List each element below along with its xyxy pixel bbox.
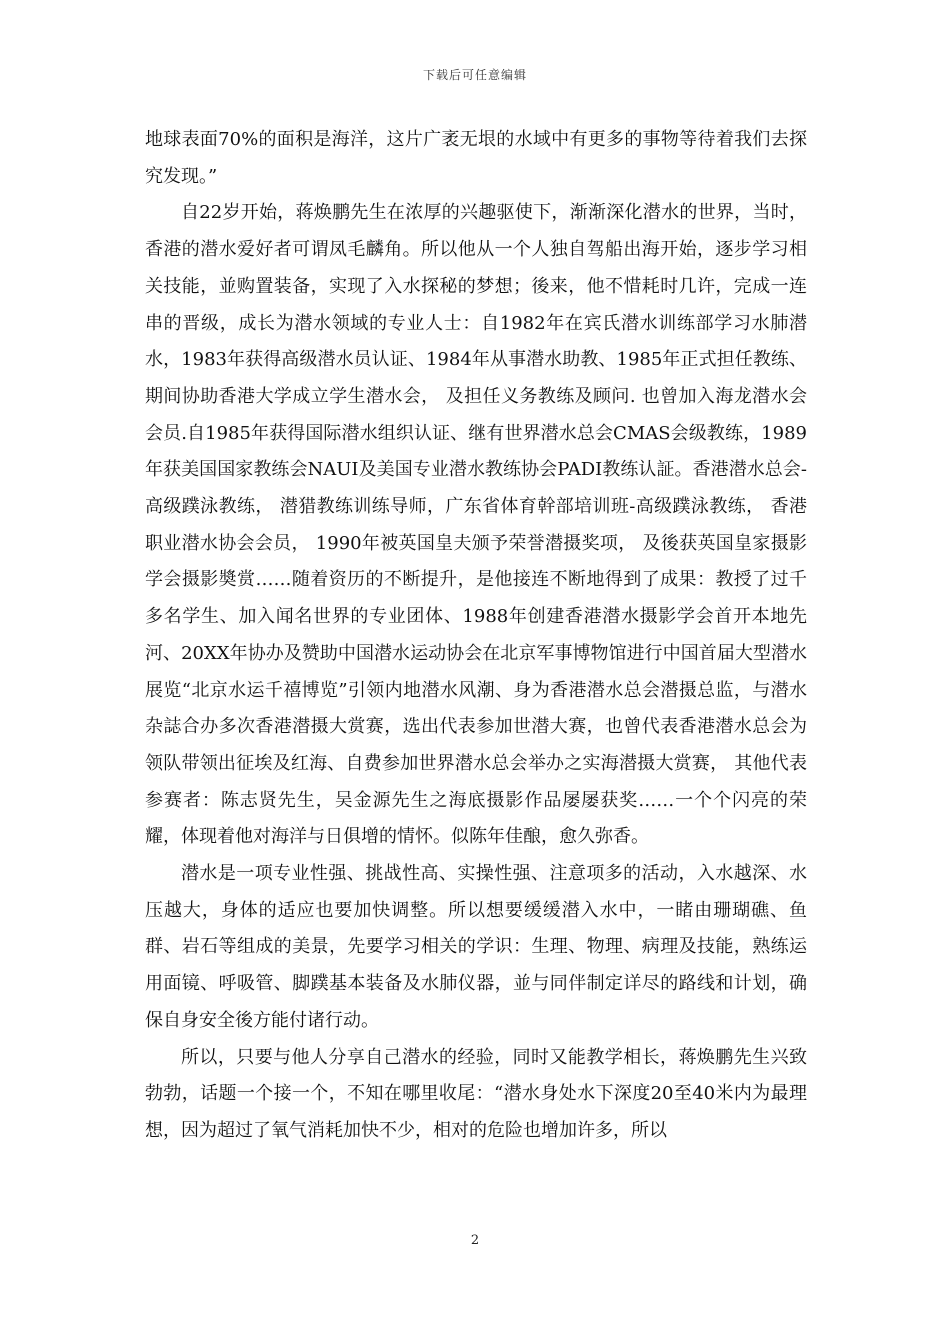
page-number: 2 xyxy=(470,1233,480,1248)
paragraph-2: 自22岁开始，蒋焕鹏先生在浓厚的兴趣驱使下，渐渐深化潜水的世界，当时，香港的潜水爱好者可谓凤毛麟角。所以他从一个人独自驾船出海开始，逐步学习相关技能，並购置装备，实现了入水探秘的梦想；後来，他不惜耗时几许，完成一连串的晋级，成长为潜水领域的专业人士：自1982年在宾氏潜水训练部学习水肺潜水，1983年获得高级潜水员认证、1984年从事潜水助教、1985年正式担任教练、期间协助香港大学成立学生潜水会， 及担任义务教练及顾问. 也曾加入海龙潜水会会员.自1985年获得国际潜水组织认证、继有世界潜水总会CMAS会级教练，1989年获美国国家教练会NAUI及美国专业潜水教练协会PADI教练认証。香港潜水总会-高级蹼泳教练， 潜猎教练训练导师，广东省体育幹部培训班-高级蹼泳教练， 香港职业潜水协会会员， 1990年被英国皇夫颁予荣誉潜摄奖项， 及後获英国皇家摄影学会摄影奬赏……随着资历的不断提升，是他接连不断地得到了成果：教授了过千多名学生、加入闻名世界的专业团体、1988年创建香港潜水摄影学会首开本地先河、20XX年协办及赞助中国潜水运动协会在北京军事博物馆进行中国首届大型潜水展览“北京水运千禧博览”引领内地潜水风潮、身为香港潜水总会潜摄总监，与潜水杂誌合办多次香港潜摄大赏赛，选出代表参加世潜大赛，也曾代表香港潜水总会为领队带领出征埃及红海、自费参加世界潜水总会举办之实海潜摄大赏赛， 其他代表参赛者：陈志贤先生，吴金源先生之海底摄影作品屡屡获奖……一个个闪亮的荣耀，体现着他对海洋与日俱增的情怀。似陈年佳酿，愈久弥香。 xyxy=(145,202,807,848)
paragraph-1: 地球表面70%的面积是海洋，这片广袤无垠的水域中有更多的事物等待着我们去探究发现。” xyxy=(145,129,807,187)
paragraph-4: 所以，只要与他人分享自己潜水的经验，同时又能教学相长，蒋焕鹏先生兴致勃勃，话题一个接一个，不知在哪里收尾：“潜水身处水下深度20至40米内为最理想，因为超过了氧气消耗加快不少，相对的危险也增加许多，所以 xyxy=(145,1046,807,1141)
page-header: 下载后可任意编辑 xyxy=(422,68,527,82)
document-body xyxy=(145,122,807,1150)
paragraph-3: 潜水是一项专业性强、挑战性高、实操性强、注意项多的活动，入水越深、水压越大，身体的适应也要加快调整。所以想要缓缓潜入水中，一睹由珊瑚礁、鱼群、岩石等组成的美景，先要学习相关的学识：生理、物理、病理及技能，熟练运用面镜、呼吸管、脚蹼基本装备及水肺仪器，並与同伴制定详尽的路线和计划，确保自身安全後方能付诸行动。 xyxy=(145,863,807,1031)
